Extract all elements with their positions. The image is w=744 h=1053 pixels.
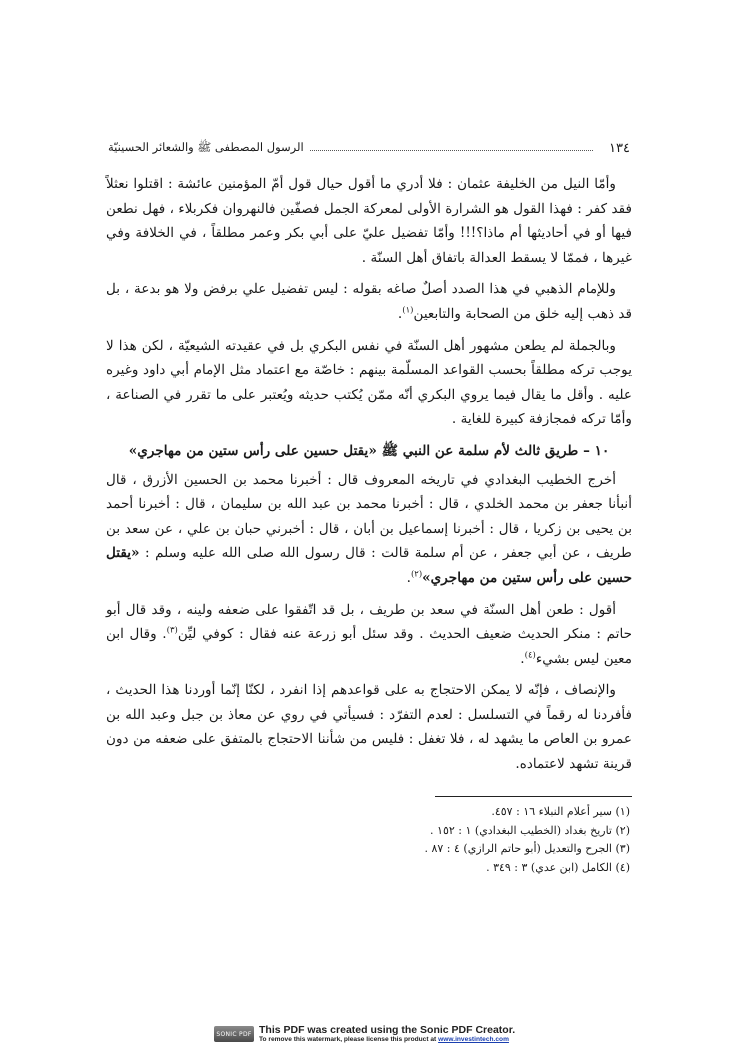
watermark-sub-text: To remove this watermark, please license this product at: [259, 1035, 437, 1043]
footnote-ref-1: (١): [402, 305, 414, 316]
hadith-quote: «يقتل حسين على رأس ستين من مهاجري»: [106, 545, 632, 586]
period: .: [397, 305, 403, 322]
running-header: [108, 140, 630, 157]
footnote-ref-2: (٢): [410, 569, 423, 580]
watermark-main-text: This PDF was created using the Sonic PDF Creator.: [259, 1023, 516, 1036]
paragraph-closing: والإنصاف ، فإنّه لا يمكن الاحتجاج به على قواعدهم إذا انفرد ، لكنّا إنّما أوردنا هذا الحديث ، فأفردنا له رقماً في التسلسل : لعدم التفرّد : فسيأتي في روي عن معاذ بن جبل وعبد الله بن عمرو بن العاص ما يشهد له ، فلا تغفل : فليس من شأننا الاحتجاج بالمتفق على ضعفه من دون قرينة تشهد لاعتماده.: [106, 682, 632, 773]
paragraph-uthman: وأمّا النيل من الخليفة عثمان : فلا أدري ما أقول حيال قول أمّ المؤمنين عائشة : اقتلوا نعثلاً فقد كفر : فهذا القول هو الشرارة الأولى لمعركة الجمل فصفّين فالنهروان فكربلاء ، فهل نطعن فيها أو في أحاديثها أم ماذا؟!!! وأمّا تفضيل عليّ على أبي بكر وعمر مطلقاً ، في الخلافة وفي غيرها ، فممّا لا يسقط العدالة باتفاق أهل السنّة .: [106, 176, 632, 266]
paragraph-dhahabi-text: وللإمام الذهبي في هذا الصدد أصلٌ صاغه بقوله : ليس تفضيل علي برفض ولا هو بدعة ، بل قد ذهب إليه خلق من الصحابة والتابعين: [106, 281, 632, 322]
comment-tail: . وقال ابن معين ليس بشيء: [106, 626, 632, 667]
isnad-text: أخرج الخطيب البغدادي في تاريخه المعروف قال : أخبرنا محمد بن الحسين الأزرق ، قال أنبأنا جعفر بن محمد الخلدي ، قال : أخبرنا محمد بن عبد الله بن سليمان ، قال : أخبرنا أحمد بن يحيى بن زكريا ، قال : أخبرنا إسماعيل بن أبان ، قال : أخبرني حبان بن علي ، عن سعد بن طريف ، عن أبي جعفر ، عن أم سلمة قالت : قال رسول الله صلى الله عليه وسلم :: [106, 471, 632, 562]
running-title: الرسول المصطفى ﷺ والشعائر الحسينيّة: [108, 140, 304, 154]
footnote-separator: [435, 796, 632, 797]
paragraph-bakri: وبالجملة لم يطعن مشهور أهل السنّة في نفس البكري بل في عقيدته الشيعيّة ، لكن هذا لا يوجب تركه مطلقاً بحسب القواعد المسلّمة بينهم : خاصّة مع اعتماد مثل الإمام أبي داود وغيره عليه . وأقل ما يقال فيما يروي البكري أنّه ممّن يُكتب حديثه ويُعتبر على ما تقرر في الصناعة ، وأمّا تركه فمجازفة كبيرة للغاية .: [106, 337, 632, 428]
page-body: [106, 172, 632, 784]
footnote-1: (١) سير أعلام النبلاء ١٦ : ٤٥٧.: [491, 805, 630, 818]
page-number: ١٣٤: [609, 141, 630, 156]
section-heading: ١٠ – طريق ثالث لأم سلمة عن النبي ﷺ «يقتل حسين على رأس ستين من مهاجري»: [128, 442, 610, 459]
watermark-link[interactable]: www.investintech.com: [438, 1035, 509, 1043]
footnote-3: (٣) الجرح والتعديل (أبو حاتم الرازي) ٤ : ٨٧ .: [424, 842, 630, 856]
footnotes: [300, 803, 630, 877]
paragraph-dhahabi: [106, 277, 632, 326]
footnote-2: (٢) تاريخ بغداد (الخطيب البغدادي) ١ : ١٥٢ .: [430, 823, 630, 837]
sonic-pdf-logo: SONIC PDF: [214, 1026, 254, 1042]
header-dot-leader: [310, 150, 593, 151]
paragraph-comment: أقول : طعن أهل السنّة في سعد بن طريف ، بل قد اتّفقوا على ضعفه ولينه ، وقد قال أبو حاتم : منكر الحديث ضعيف الحديث . وقد سئل أبو زرعة عنه فقال : كوفي ليِّن$^{(٣)}$. وقال ابن معين ليس بشيء$^{(٤)}$.: [106, 601, 632, 667]
paragraph-isnad: أخرج الخطيب البغدادي في تاريخه المعروف قال : أخبرنا محمد بن الحسين الأزرق ، قال أنبأنا جعفر بن محمد الخلدي ، قال : أخبرنا محمد بن عبد الله بن سليمان ، قال : أخبرنا أحمد بن يحيى بن زكريا ، قال : أخبرنا إسماعيل بن أبان ، قال : أخبرني حبان بن علي ، عن سعد بن طريف ، عن أبي جعفر ، عن أم سلمة قالت : قال رسول الله صلى الله عليه وسلم : «يقتل حسين على رأس ستين من مهاجري»$^{(٢)}$.: [106, 471, 632, 586]
footnote-ref-3: (٣): [166, 625, 178, 636]
comment-text: أقول : طعن أهل السنّة في سعد بن طريف ، بل قد اتّفقوا على ضعفه ولينه ، وقد قال أبو حاتم : منكر الحديث ضعيف الحديث . وقد سئل أبو زرعة عنه فقال : كوفي ليِّن: [106, 601, 632, 643]
pdf-watermark: [214, 1023, 544, 1045]
footnote-ref-4: (٤): [524, 650, 536, 661]
footnote-4: (٤) الكامل (ابن عدي) ٣ : ٣٤٩ .: [486, 860, 630, 874]
